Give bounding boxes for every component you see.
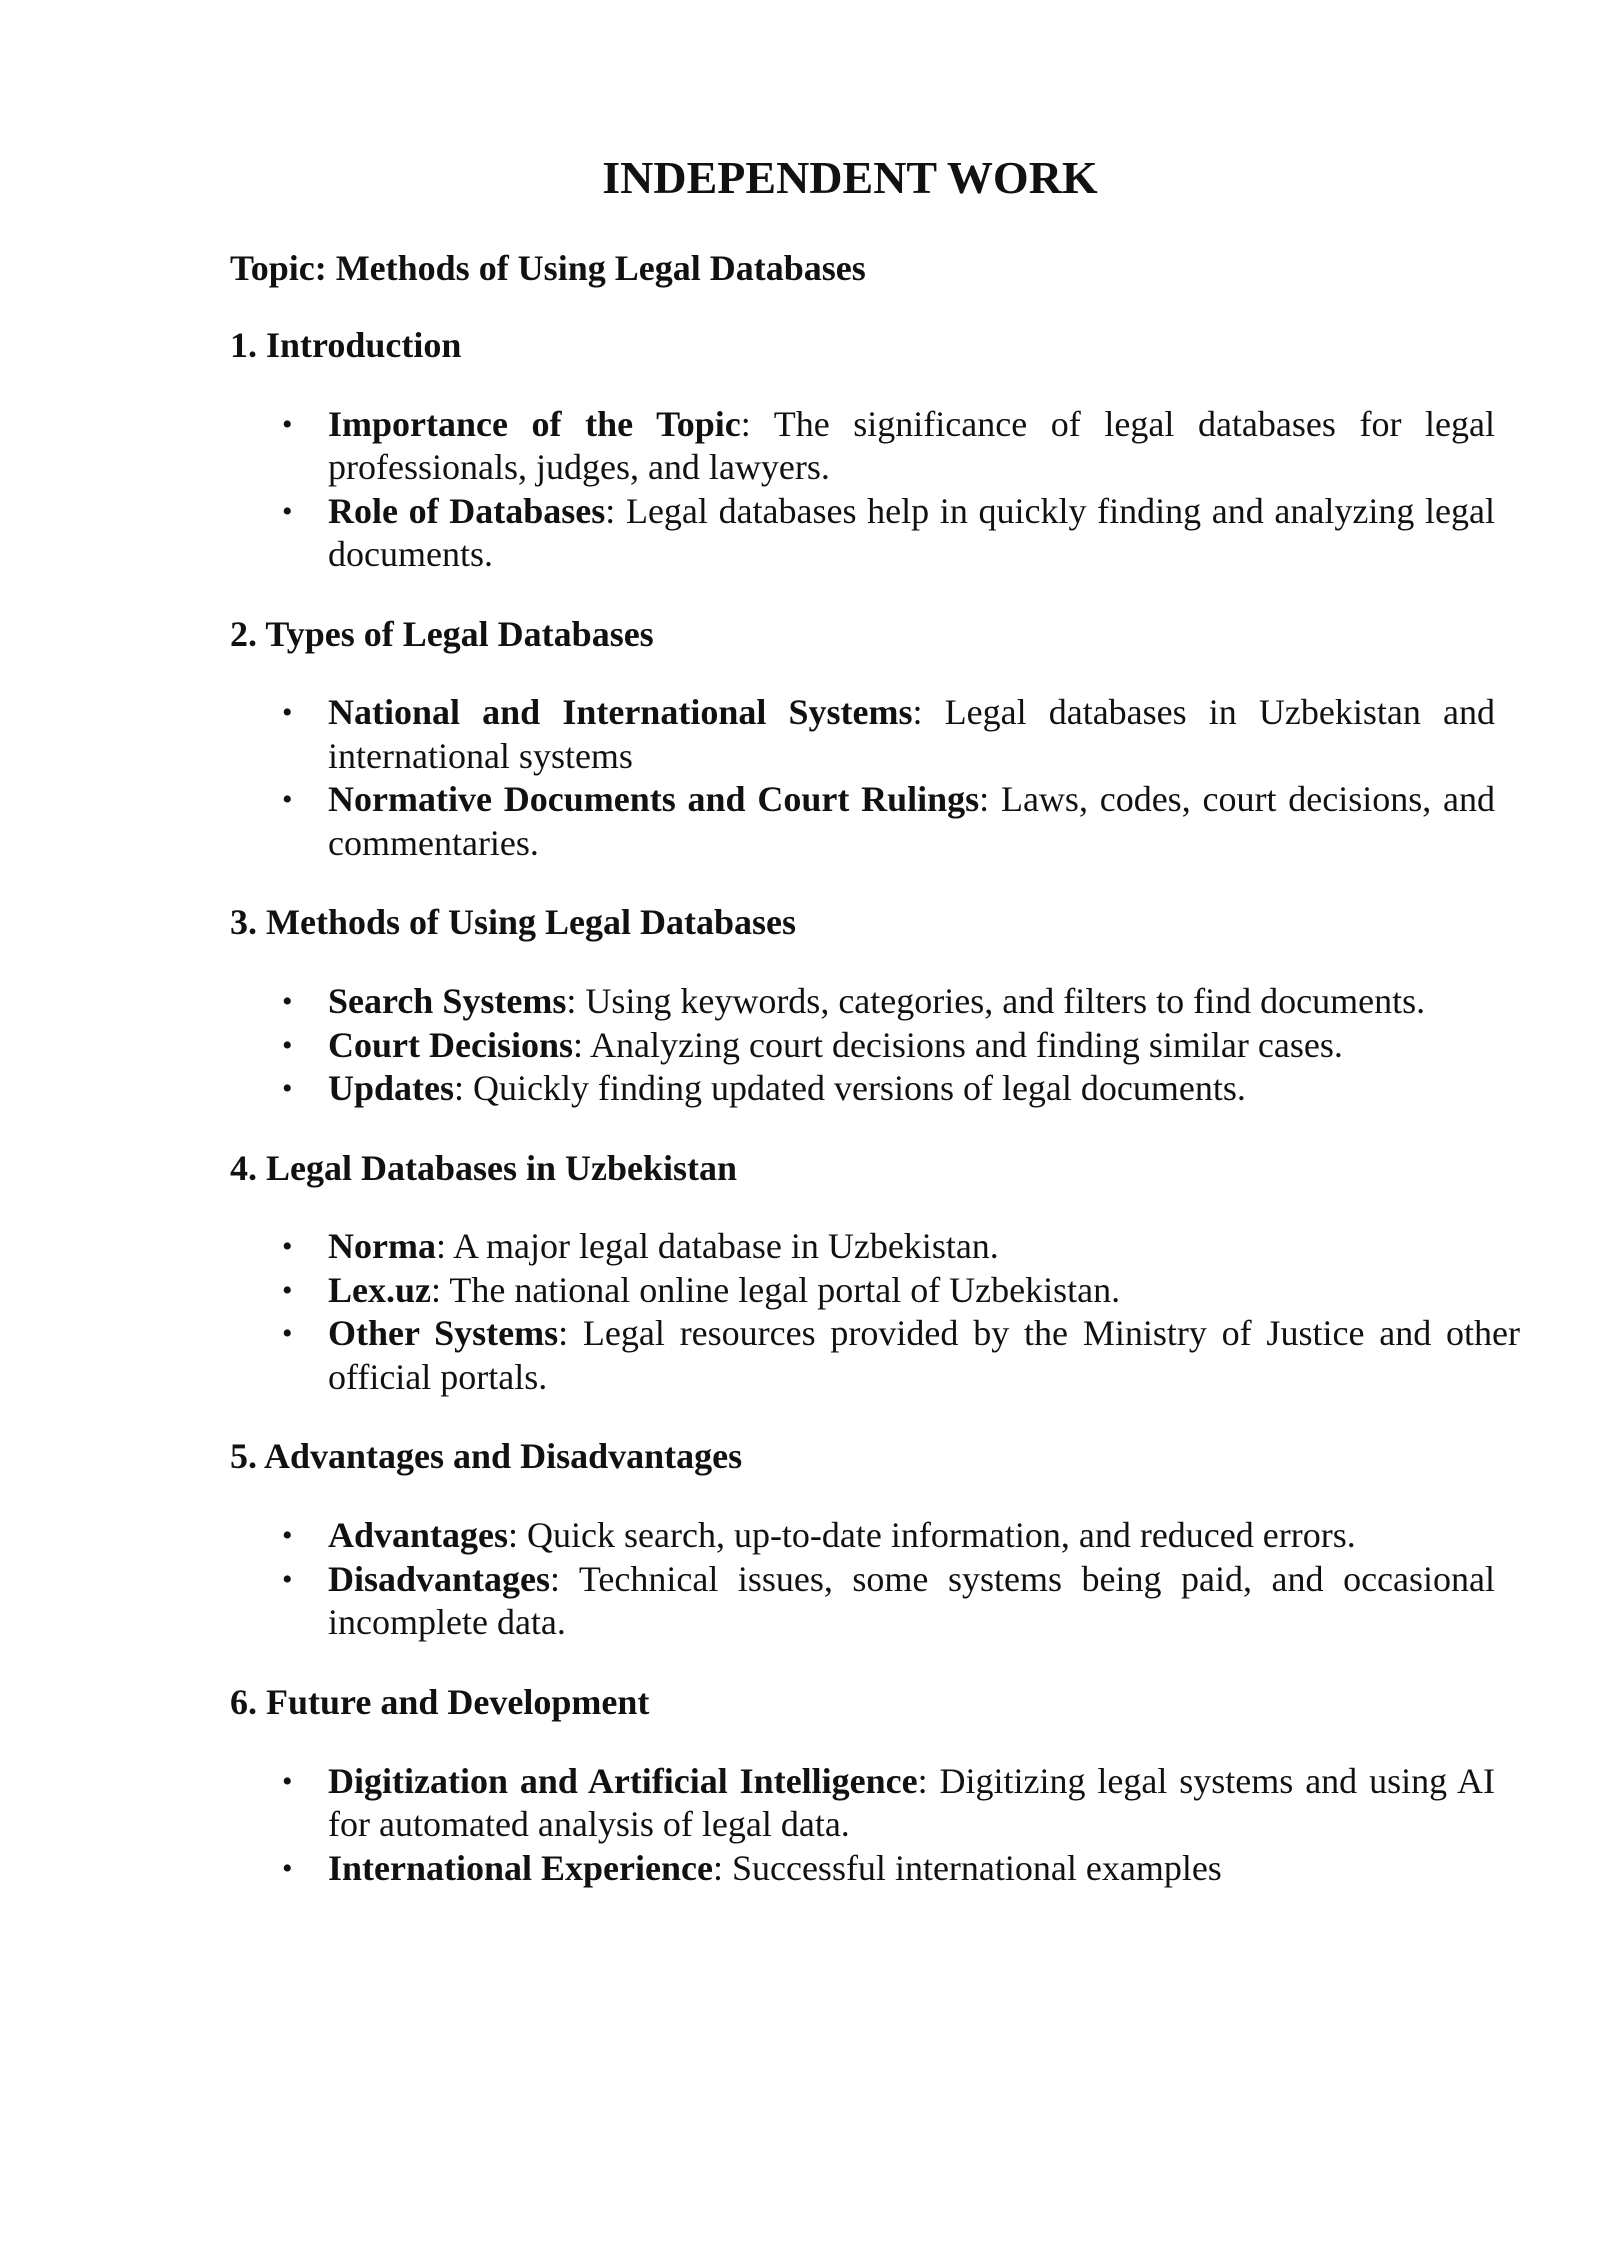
bullet-icon: • bbox=[282, 1028, 293, 1062]
section-list-advantages bbox=[230, 1514, 1515, 1645]
item-text: : Legal databases help in quickly finding and analyzing legal documents. bbox=[328, 490, 1495, 575]
list-item bbox=[230, 1760, 1495, 1847]
item-text: : The national online legal portal of Uzbekistan. bbox=[431, 1269, 1121, 1310]
item-term: National and International Systems bbox=[328, 692, 913, 733]
item-text: : Digitizing legal systems and using AI for automated analysis of legal data. bbox=[328, 1760, 1495, 1845]
item-text: : A major legal database in Uzbekistan. bbox=[435, 1226, 999, 1267]
bullet-icon: • bbox=[282, 783, 293, 817]
list-item bbox=[230, 1024, 1520, 1068]
title-block bbox=[0, 150, 1600, 205]
section-heading-methods: 3. Methods of Using Legal Databases bbox=[230, 902, 797, 943]
item-text: : Using keywords, categories, and filters to find documents. bbox=[566, 981, 1426, 1022]
bullet-icon: • bbox=[282, 1562, 293, 1596]
section-list-uzbekistan bbox=[230, 1225, 1520, 1399]
document-body bbox=[230, 245, 1520, 1924]
section-list-methods bbox=[230, 980, 1515, 1111]
section-heading-uzbekistan: 4. Legal Databases in Uzbekistan bbox=[230, 1147, 738, 1188]
bullet-icon: • bbox=[282, 494, 293, 528]
item-text: : Quickly finding updated versions of legal documents. bbox=[454, 1068, 1246, 1109]
item-term: Updates bbox=[328, 1068, 455, 1109]
bullet-icon: • bbox=[282, 407, 293, 441]
bullet-icon: • bbox=[282, 1072, 293, 1106]
list-item bbox=[230, 1847, 1495, 1891]
bullet-icon: • bbox=[282, 1317, 293, 1351]
item-term: Lex.uz bbox=[328, 1269, 431, 1310]
bullet-icon: • bbox=[282, 696, 293, 730]
item-term: Search Systems bbox=[328, 981, 567, 1022]
list-item bbox=[230, 1558, 1495, 1645]
list-item bbox=[230, 980, 1520, 1024]
item-term: Role of Databases bbox=[328, 490, 606, 531]
item-text: : Laws, codes, court decisions, and commentaries. bbox=[328, 779, 1495, 863]
bullet-icon: • bbox=[282, 1519, 293, 1553]
list-item bbox=[230, 1067, 1520, 1111]
section-list-types bbox=[230, 691, 1515, 865]
section-heading-types: 2. Types of Legal Databases bbox=[230, 613, 654, 654]
list-item bbox=[230, 1312, 1520, 1399]
item-text: : Technical issues, some systems being paid, and occasional incomplete data. bbox=[328, 1558, 1495, 1643]
item-text: : The significance of legal databases for legal professionals, judges, and lawyers. bbox=[328, 403, 1495, 488]
topic-line: Topic: Methods of Using Legal Databases bbox=[230, 248, 866, 288]
list-item bbox=[230, 403, 1495, 490]
list-item bbox=[230, 490, 1495, 577]
item-term: Normative Documents and Court Rulings bbox=[328, 779, 980, 820]
bullet-icon: • bbox=[282, 985, 293, 1019]
section-heading-introduction: 1. Introduction bbox=[230, 324, 462, 365]
section-heading-future: 6. Future and Development bbox=[230, 1681, 650, 1722]
item-term: Court Decisions bbox=[328, 1024, 573, 1065]
item-text: : Analyzing court decisions and finding similar cases. bbox=[573, 1024, 1343, 1065]
list-item bbox=[230, 691, 1495, 778]
section-heading-advantages: 5. Advantages and Disadvantages bbox=[230, 1436, 743, 1477]
list-item bbox=[230, 1269, 1520, 1313]
bullet-icon: • bbox=[282, 1230, 293, 1264]
item-term: Disadvantages bbox=[328, 1558, 551, 1599]
item-text: : Successful international examples bbox=[712, 1847, 1222, 1888]
bullet-icon: • bbox=[282, 1851, 293, 1885]
item-text: : Legal databases in Uzbekistan and international systems bbox=[328, 692, 1495, 776]
item-term: Advantages bbox=[328, 1515, 509, 1556]
item-term: Other Systems bbox=[328, 1313, 559, 1354]
item-term: Importance of the Topic bbox=[328, 403, 741, 444]
document-title: INDEPENDENT WORK bbox=[602, 152, 1098, 203]
list-item bbox=[230, 1225, 1520, 1269]
section-list-introduction bbox=[230, 403, 1515, 577]
item-term: International Experience bbox=[328, 1847, 713, 1888]
section-list-future bbox=[230, 1760, 1515, 1891]
bullet-icon: • bbox=[282, 1273, 293, 1307]
list-item bbox=[230, 778, 1495, 865]
list-item bbox=[230, 1514, 1520, 1558]
item-term: Digitization and Artificial Intelligence bbox=[328, 1760, 918, 1801]
item-text: : Quick search, up-to-date information, and reduced errors. bbox=[508, 1515, 1356, 1556]
item-text: : Legal resources provided by the Ministry of Justice and other official portals. bbox=[328, 1313, 1520, 1397]
bullet-icon: • bbox=[282, 1764, 293, 1798]
item-term: Norma bbox=[328, 1226, 436, 1267]
